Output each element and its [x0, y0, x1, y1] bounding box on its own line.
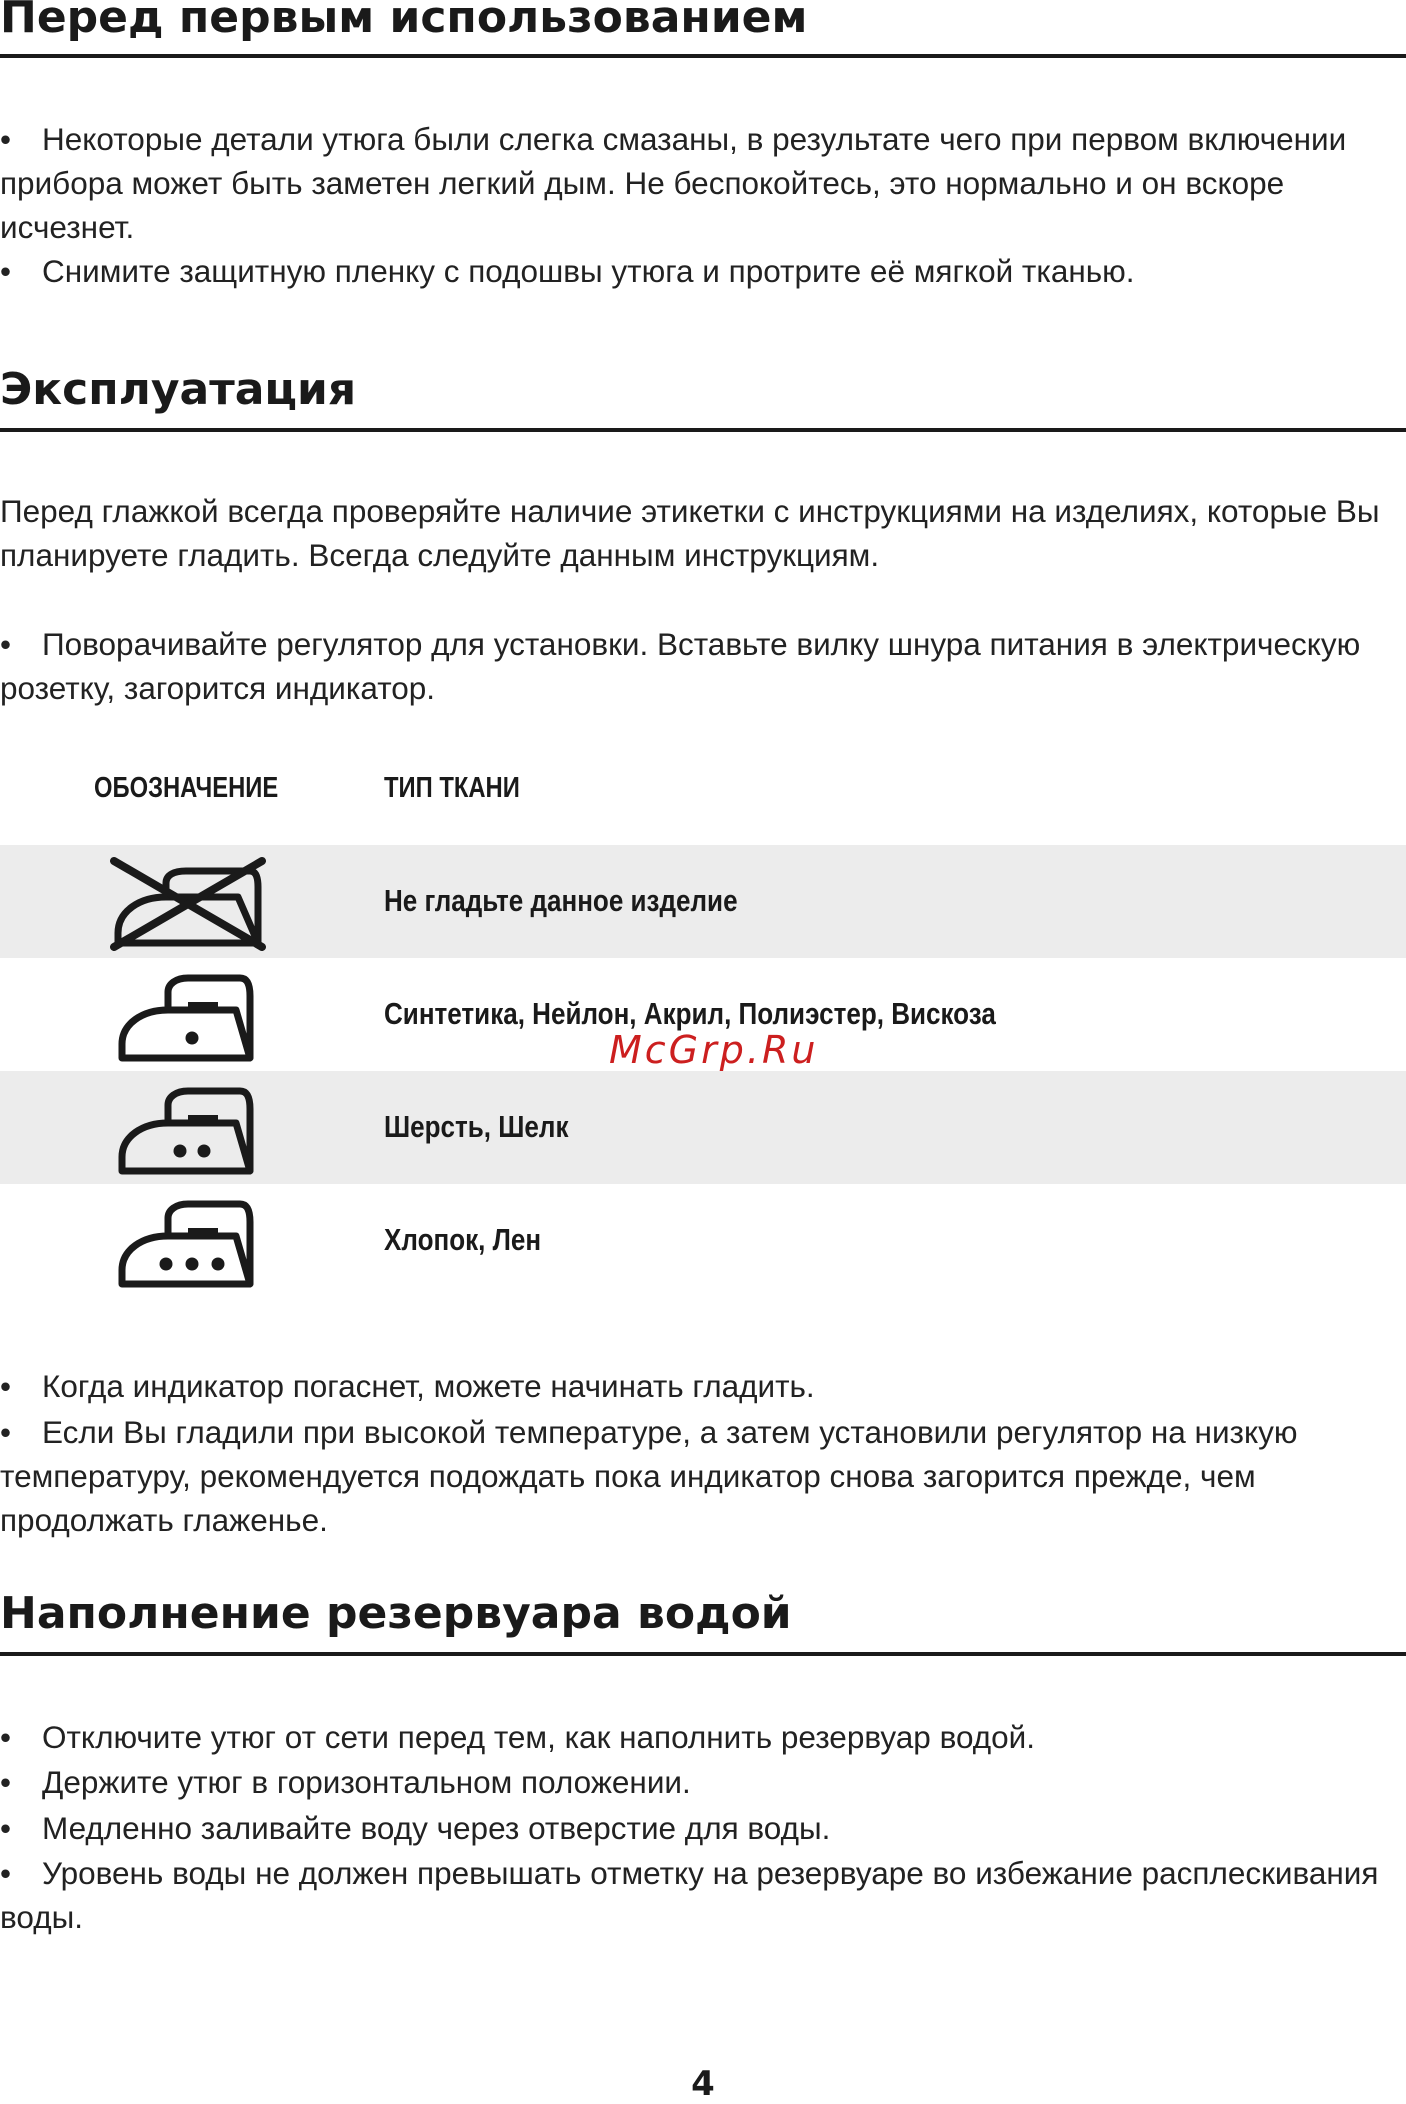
bullet-glyph: •: [0, 1368, 12, 1404]
fabric-type: Шерсть, Шелк: [384, 1109, 569, 1144]
bullet-text: Поворачивайте регулятор для установки. Вставьте вилку шнура питания в электрическую розетку, загорится индикатор.: [0, 626, 1361, 706]
bullet-text: Держите утюг в горизонтальном положении.: [42, 1764, 691, 1800]
bullet-item: [0, 249, 1400, 293]
fabric-type: Не гладьте данное изделие: [384, 883, 738, 918]
fabric-type: Синтетика, Нейлон, Акрил, Полиэстер, Вискоза: [384, 996, 996, 1031]
section-title-first-use: Перед первым использованием: [0, 0, 808, 43]
section-title-operation: Эксплуатация: [0, 364, 357, 415]
table-row: [0, 1184, 1406, 1297]
bullet-item: [0, 622, 1400, 710]
table-row: [0, 1071, 1406, 1184]
section-divider: [0, 428, 1406, 432]
bullet-item: [0, 117, 1400, 249]
section-title-water-tank: Наполнение резервуара водой: [0, 1588, 792, 1639]
bullet-glyph: •: [0, 1855, 12, 1891]
bullet-glyph: •: [0, 253, 12, 289]
bullet-item: [0, 1715, 1400, 1759]
bullet-glyph: •: [0, 1719, 12, 1755]
iron-two-dots-icon: [108, 1079, 268, 1177]
bullet-glyph: •: [0, 1764, 12, 1800]
page-number: 4: [691, 2064, 715, 2104]
fabric-type: Хлопок, Лен: [384, 1222, 542, 1257]
bullet-glyph: •: [0, 626, 12, 662]
iron-three-dots-icon: [108, 1192, 268, 1290]
table-header-fabric: ТИП ТКАНИ: [384, 772, 520, 804]
bullet-glyph: •: [0, 1414, 12, 1450]
bullet-text: Если Вы гладили при высокой температуре, а затем установили регулятор на низкую температуру, рекомендуется подождать пока индикатор снова загорится прежде, чем продолжать глаженье.: [0, 1414, 1298, 1538]
bullet-item: [0, 1410, 1400, 1542]
watermark-text: McGrp.Ru: [609, 1028, 819, 1072]
iron-one-dot-icon: [108, 966, 268, 1064]
no-iron-icon: [108, 853, 268, 951]
bullet-text: Когда индикатор погаснет, можете начинать гладить.: [42, 1368, 815, 1404]
bullet-text: Некоторые детали утюга были слегка смазаны, в результате чего при первом включении прибора может быть заметен легкий дым. Не беспокойтесь, это нормально и он вскоре исчезнет.: [0, 121, 1347, 245]
section-divider: [0, 1652, 1406, 1656]
bullet-text: Отключите утюг от сети перед тем, как наполнить резервуар водой.: [42, 1719, 1036, 1755]
bullet-text: Уровень воды не должен превышать отметку на резервуаре во избежание расплескивания воды.: [0, 1855, 1379, 1935]
bullet-glyph: •: [0, 121, 12, 157]
bullet-item: [0, 1851, 1400, 1939]
section-divider: [0, 54, 1406, 58]
table-header-symbol: ОБОЗНАЧЕНИЕ: [94, 772, 279, 804]
bullet-text: Медленно заливайте воду через отверстие для воды.: [42, 1810, 831, 1846]
bullet-item: [0, 1760, 1400, 1804]
table-row: [0, 845, 1406, 958]
bullet-item: [0, 1364, 1400, 1408]
bullet-item: [0, 1806, 1400, 1850]
bullet-text: Снимите защитную пленку с подошвы утюга и протрите её мягкой тканью.: [42, 253, 1135, 289]
bullet-glyph: •: [0, 1810, 12, 1846]
intro-paragraph: Перед глажкой всегда проверяйте наличие этикетки с инструкциями на изделиях, которые Вы планируете гладить. Всегда следуйте данным инструкциям.: [0, 493, 1380, 573]
